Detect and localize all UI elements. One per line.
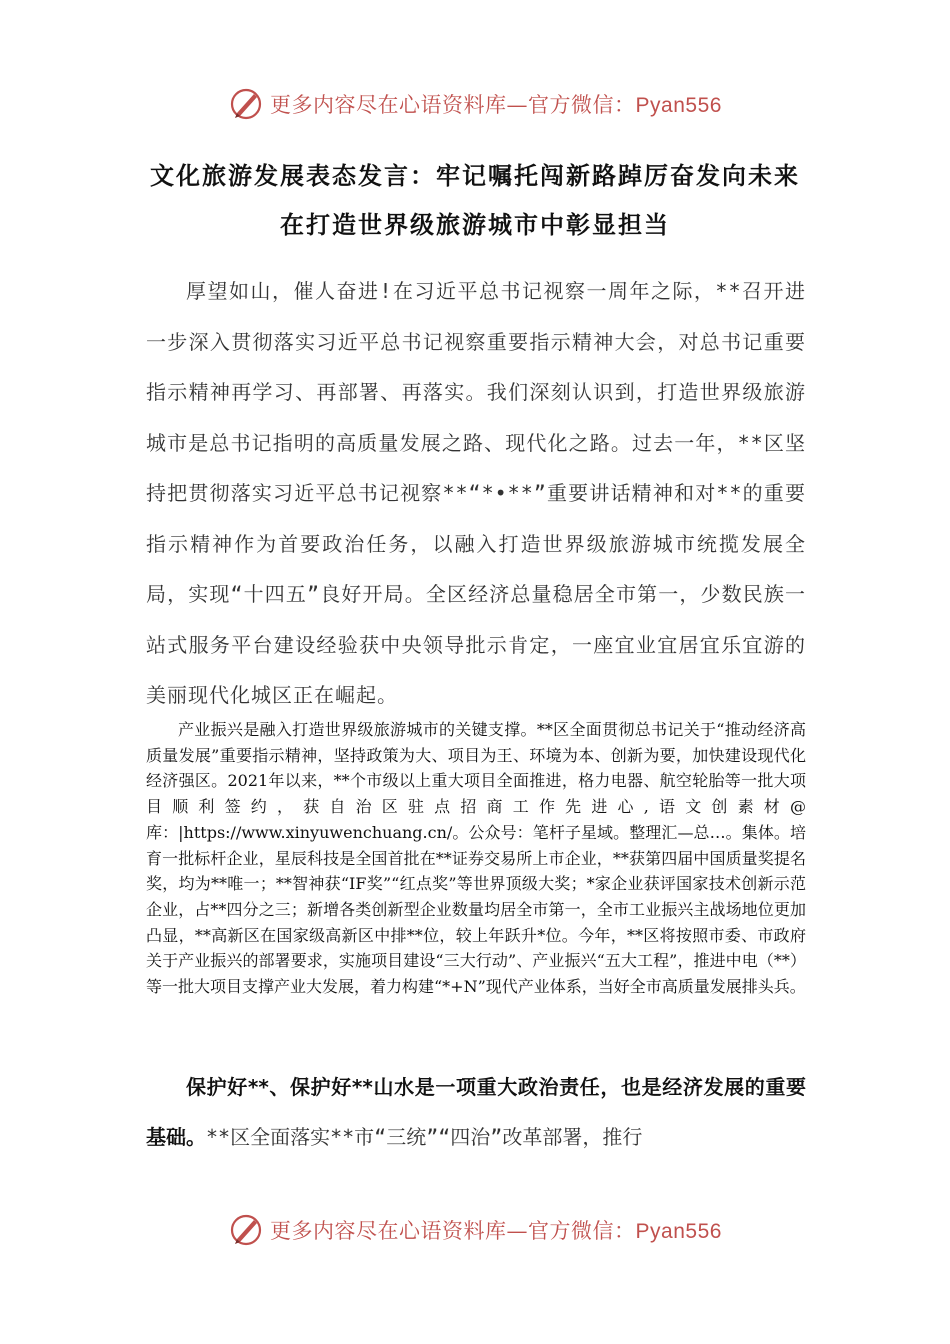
banner-text <box>270 89 722 119</box>
page-title-line1: 文化旅游发展表态发言：牢记嘱托闯新路踔厉奋发向未来 <box>150 162 800 190</box>
page-title-line2: 在打造世界级旅游城市中彰显担当 <box>280 211 670 239</box>
header-banner <box>0 84 950 124</box>
paragraph-protection <box>146 1062 806 1162</box>
footer-banner <box>0 1210 950 1250</box>
banner-label: 更多内容尽在心语资料库—官方微信： <box>270 1219 636 1243</box>
pen-logo-icon <box>228 1212 264 1248</box>
wechat-id: Pyan556 <box>635 94 722 117</box>
banner-label: 更多内容尽在心语资料库—官方微信： <box>270 93 636 117</box>
pen-logo-icon <box>228 86 264 122</box>
paragraph-industry: 产业振兴是融入打造世界级旅游城市的关键支撑。**区全面贯彻总书记关于“推动经济高质量发展”重要指示精神，坚持政策为大、项目为王、环境为本、创新为要，加快建设现代化经济强区。2021年以来，**个市级以上重大项目全面推进，格力电器、航空轮胎等一批大项目顺利签约，获自治区驻点招商工作先进心,语文创素材@库：|https://www.xinyuwenchuang.cn/。公众号：笔杆子星域。整理汇—总…。集体。培育一批标杆企业，星辰科技是全国首批在**证券交易所上市企业，**获第四届中国质量奖提名奖，均为**唯一；**智神获“IF奖”“红点奖”等世界顶级大奖；*家企业获评国家技术创新示范企业，占**四分之三；新增各类创新型企业数量均居全市第一，全市工业振兴主战场地位更加凸显，**高新区在国家级高新区中排**位，较上年跃升*位。今年，**区将按照市委、市政府关于产业振兴的部署要求，实施项目建设“三大行动”、产业振兴“五大工程”，推进中电（**）等一批大项目支撑产业大发展，着力构建“*+N”现代产业体系，当好全市高质量发展排头兵。 <box>146 720 806 997</box>
paragraph-protection-lead: 保护好**、保护好**山水是一项重大政治责任，也是经济发展的重要基础。 <box>146 1075 806 1149</box>
banner-text <box>270 1215 722 1245</box>
paragraph-protection-text: **区全面落实**市“三统”“四治”改革部署，推行 <box>206 1125 643 1149</box>
wechat-id: Pyan556 <box>635 1220 722 1243</box>
paragraph-intro: 厚望如山，催人奋进!在习近平总书记视察一周年之际，**召开进一步深入贯彻落实习近平总书记视察重要指示精神大会，对总书记重要指示精神再学习、再部署、再落实。我们深刻认识到，打造世界级旅游城市是总书记指明的高质量发展之路、现代化之路。过去一年，**区坚持把贯彻落实习近平总书记视察**“*•**”重要讲话精神和对**的重要指示精神作为首要政治任务，以融入打造世界级旅游城市统揽发展全局，实现“十四五”良好开局。全区经济总量稳居全市第一，少数民族一站式服务平台建设经验获中央领导批示肯定，一座宜业宜居宜乐宜游的美丽现代化城区正在崛起。 <box>146 279 806 707</box>
